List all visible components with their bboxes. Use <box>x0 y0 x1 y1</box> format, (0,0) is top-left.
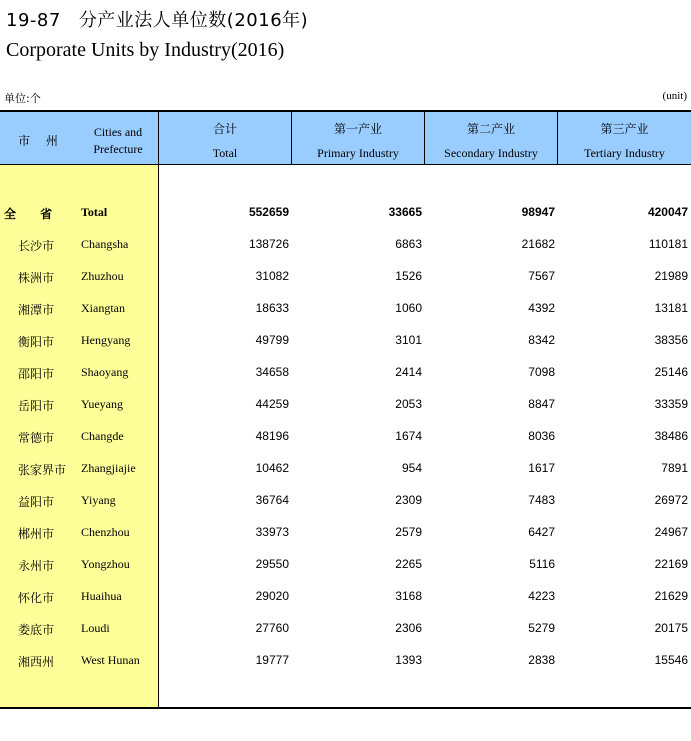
region-name-en: Yongzhou <box>81 557 130 571</box>
unit-label-chinese: 单位:个 <box>4 92 41 105</box>
region-name-en: Shaoyang <box>81 365 129 379</box>
total-value: 33973 <box>255 525 289 539</box>
table-number: 19-87 <box>6 10 61 31</box>
region-name-en: West Hunan <box>81 653 140 667</box>
total-value: 19777 <box>255 653 289 667</box>
header-primary-en: Primary Industry <box>317 146 399 160</box>
header-col-divider <box>557 112 558 164</box>
tertiary-value: 33359 <box>654 397 688 411</box>
region-name-en: Changsha <box>81 237 129 251</box>
region-name-cn: 岳阳市 <box>18 399 55 413</box>
region-name-en: Yueyang <box>81 397 123 411</box>
tertiary-value: 7891 <box>661 461 688 475</box>
total-value: 29020 <box>255 589 289 603</box>
data-table <box>0 110 691 709</box>
region-name-cn: 益阳市 <box>18 495 55 509</box>
header-tertiary-en: Tertiary Industry <box>584 146 665 160</box>
tertiary-value: 22169 <box>654 557 688 571</box>
title-english: Corporate Units by Industry(2016) <box>6 39 285 61</box>
primary-value: 1526 <box>395 269 422 283</box>
tertiary-value: 21629 <box>654 589 688 603</box>
header-secondary-en: Secondary Industry <box>444 146 538 160</box>
table-top-rule <box>0 110 691 112</box>
tertiary-value: 110181 <box>648 237 688 251</box>
table-row <box>0 390 691 422</box>
primary-value: 3168 <box>395 589 422 603</box>
secondary-value: 7098 <box>528 365 555 379</box>
secondary-value: 6427 <box>528 525 555 539</box>
title-chinese-text: 分产业法人单位数(2016年) <box>78 10 309 31</box>
primary-value: 3101 <box>395 333 422 347</box>
header-total-en: Total <box>212 146 238 160</box>
table-row <box>0 422 691 454</box>
region-name-en: Zhuzhou <box>81 269 124 283</box>
region-name-cn: 邵阳市 <box>18 367 55 381</box>
tertiary-value: 24967 <box>654 525 688 539</box>
tertiary-value: 25146 <box>654 365 688 379</box>
region-name-cn: 全 省 <box>4 207 63 221</box>
primary-value: 954 <box>401 461 422 475</box>
secondary-value: 7483 <box>528 493 555 507</box>
region-name-en: Xiangtan <box>81 301 125 315</box>
table-bottom-rule <box>0 707 691 709</box>
primary-value: 2265 <box>395 557 422 571</box>
table-body <box>0 198 691 678</box>
header-region-cn: 市 州 <box>18 134 64 148</box>
total-value: 138726 <box>248 237 289 251</box>
total-value: 27760 <box>255 621 289 635</box>
total-value: 552659 <box>248 205 289 219</box>
header-secondary-cn: 第二产业 <box>466 122 515 136</box>
tertiary-value: 38356 <box>654 333 688 347</box>
secondary-value: 8036 <box>528 429 555 443</box>
header-region-en-line1: Cities and <box>93 125 143 139</box>
tertiary-value: 20175 <box>654 621 688 635</box>
region-name-cn: 衡阳市 <box>18 335 55 349</box>
region-name-en: Huaihua <box>81 589 122 603</box>
region-name-en: Changde <box>81 429 124 443</box>
region-name-cn: 永州市 <box>18 559 55 573</box>
tertiary-value: 38486 <box>654 429 688 443</box>
primary-value: 2309 <box>395 493 422 507</box>
header-col-divider <box>291 112 292 164</box>
title-chinese <box>6 6 308 32</box>
header-region-en-line2: Prefecture <box>93 142 143 156</box>
header-primary-cn: 第一产业 <box>333 122 382 136</box>
table-row <box>0 550 691 582</box>
region-name-en: Hengyang <box>81 333 131 347</box>
primary-value: 2053 <box>395 397 422 411</box>
total-value: 49799 <box>255 333 289 347</box>
region-name-cn: 怀化市 <box>18 591 55 605</box>
region-name-en: Zhangjiajie <box>81 461 136 475</box>
table-row <box>0 230 691 262</box>
tertiary-value: 13181 <box>654 301 688 315</box>
secondary-value: 4223 <box>528 589 555 603</box>
header-total-cn: 合计 <box>212 122 237 136</box>
primary-value: 1674 <box>395 429 422 443</box>
total-value: 10462 <box>255 461 289 475</box>
header-col-divider <box>424 112 425 164</box>
secondary-value: 8342 <box>528 333 555 347</box>
region-name-cn: 娄底市 <box>18 623 55 637</box>
region-name-en: Yiyang <box>81 493 116 507</box>
table-row <box>0 646 691 678</box>
region-name-cn: 张家界市 <box>18 463 67 477</box>
secondary-value: 8847 <box>528 397 555 411</box>
total-value: 44259 <box>255 397 289 411</box>
table-row <box>0 294 691 326</box>
header-tertiary-cn: 第三产业 <box>600 122 649 136</box>
header-tertiary <box>558 112 691 164</box>
header-divider <box>0 164 691 165</box>
primary-value: 1393 <box>395 653 422 667</box>
secondary-value: 5116 <box>529 557 555 571</box>
table-row <box>0 518 691 550</box>
table-row <box>0 582 691 614</box>
table-row-province-total <box>0 198 691 230</box>
secondary-value: 21682 <box>521 237 555 251</box>
secondary-value: 1617 <box>528 461 555 475</box>
region-name-en: Total <box>81 205 108 219</box>
header-primary <box>292 112 424 164</box>
total-value: 48196 <box>255 429 289 443</box>
tertiary-value: 21989 <box>654 269 688 283</box>
region-name-cn: 长沙市 <box>18 239 55 253</box>
total-value: 29550 <box>255 557 289 571</box>
region-name-cn: 常德市 <box>18 431 55 445</box>
header-region-en <box>82 124 154 158</box>
primary-value: 2414 <box>395 365 422 379</box>
primary-value: 2579 <box>395 525 422 539</box>
region-name-en: Chenzhou <box>81 525 130 539</box>
region-name-cn: 株洲市 <box>18 271 55 285</box>
region-name-cn: 湘潭市 <box>18 303 55 317</box>
primary-value: 1060 <box>395 301 422 315</box>
primary-value: 2306 <box>395 621 422 635</box>
table-row <box>0 326 691 358</box>
table-row <box>0 262 691 294</box>
region-name-en: Loudi <box>81 621 110 635</box>
tertiary-value: 15546 <box>654 653 688 667</box>
secondary-value: 98947 <box>521 205 555 219</box>
secondary-value: 7567 <box>528 269 555 283</box>
secondary-value: 4392 <box>528 301 555 315</box>
secondary-value: 5279 <box>528 621 555 635</box>
header-total <box>159 112 291 164</box>
region-name-cn: 湘西州 <box>18 655 55 669</box>
total-value: 36764 <box>255 493 289 507</box>
table-row <box>0 358 691 390</box>
total-value: 31082 <box>255 269 289 283</box>
table-row <box>0 454 691 486</box>
header-secondary <box>425 112 557 164</box>
primary-value: 6863 <box>395 237 422 251</box>
total-value: 34658 <box>255 365 289 379</box>
primary-value: 33665 <box>388 205 422 219</box>
region-name-cn: 郴州市 <box>18 527 55 541</box>
table-row <box>0 486 691 518</box>
total-value: 18633 <box>255 301 289 315</box>
unit-label-english: (unit) <box>662 90 687 102</box>
tertiary-value: 420047 <box>647 205 688 219</box>
table-row <box>0 614 691 646</box>
tertiary-value: 26972 <box>654 493 688 507</box>
secondary-value: 2838 <box>528 653 555 667</box>
